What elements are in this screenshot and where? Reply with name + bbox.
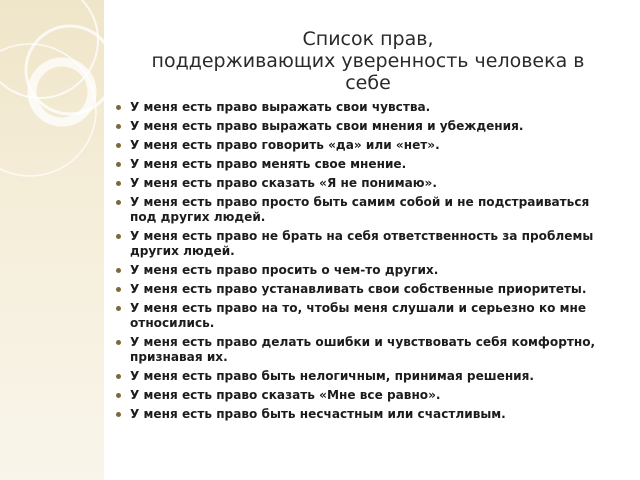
bullet-icon	[116, 268, 121, 273]
list-item	[104, 388, 618, 403]
list-item-text: У меня есть право сказать «Мне все равно».	[130, 388, 441, 402]
list-item	[104, 282, 618, 297]
title-line: себе	[345, 72, 391, 94]
list-item	[104, 407, 618, 422]
list-item-text: У меня есть право просто быть самим собой и не подстраиваться под других людей.	[130, 195, 590, 224]
bullet-icon	[116, 162, 121, 167]
bullet-icon	[116, 124, 121, 129]
list-item-text: У меня есть право менять свое мнение.	[130, 157, 407, 171]
list-item	[104, 157, 618, 172]
bullet-icon	[116, 181, 121, 186]
bullet-icon	[116, 200, 121, 205]
list-item	[104, 229, 618, 259]
bullet-icon	[116, 374, 121, 379]
bullet-icon	[116, 143, 121, 148]
bullet-icon	[116, 105, 121, 110]
list-item-text: У меня есть право делать ошибки и чувствовать себя комфортно, признавая их.	[130, 335, 596, 364]
list-item-text: У меня есть право выражать свои чувства.	[130, 100, 431, 114]
decorative-circles-icon	[0, 0, 104, 480]
bullet-icon	[116, 412, 121, 417]
title-line: поддерживающих уверенность человека в	[151, 50, 585, 72]
slide-title	[104, 28, 632, 94]
list-item	[104, 119, 618, 134]
list-item-text: У меня есть право быть нелогичным, принимая решения.	[130, 369, 535, 383]
list-item-text: У меня есть право выражать свои мнения и убеждения.	[130, 119, 524, 133]
bullet-icon	[116, 393, 121, 398]
decorative-side-panel	[0, 0, 104, 480]
list-item-text: У меня есть право устанавливать свои собственные приоритеты.	[130, 282, 587, 296]
bullet-icon	[116, 234, 121, 239]
list-item	[104, 195, 618, 225]
list-item	[104, 100, 618, 115]
list-item	[104, 369, 618, 384]
list-item-text: У меня есть право на то, чтобы меня слушали и серьезно ко мне относились.	[130, 301, 587, 330]
list-item-text: У меня есть право говорить «да» или «нет».	[130, 138, 440, 152]
list-item	[104, 176, 618, 191]
bullet-icon	[116, 340, 121, 345]
title-line: Список прав,	[302, 28, 434, 50]
list-item-text: У меня есть право просить о чем-то других.	[130, 263, 439, 277]
rights-list	[104, 100, 618, 426]
list-item	[104, 263, 618, 278]
bullet-icon	[116, 306, 121, 311]
bullet-icon	[116, 287, 121, 292]
list-item-text: У меня есть право быть несчастным или счастливым.	[130, 407, 506, 421]
list-item-text: У меня есть право не брать на себя ответственность за проблемы других людей.	[130, 229, 594, 258]
list-item-text: У меня есть право сказать «Я не понимаю».	[130, 176, 437, 190]
list-item	[104, 335, 618, 365]
list-item	[104, 301, 618, 331]
list-item	[104, 138, 618, 153]
